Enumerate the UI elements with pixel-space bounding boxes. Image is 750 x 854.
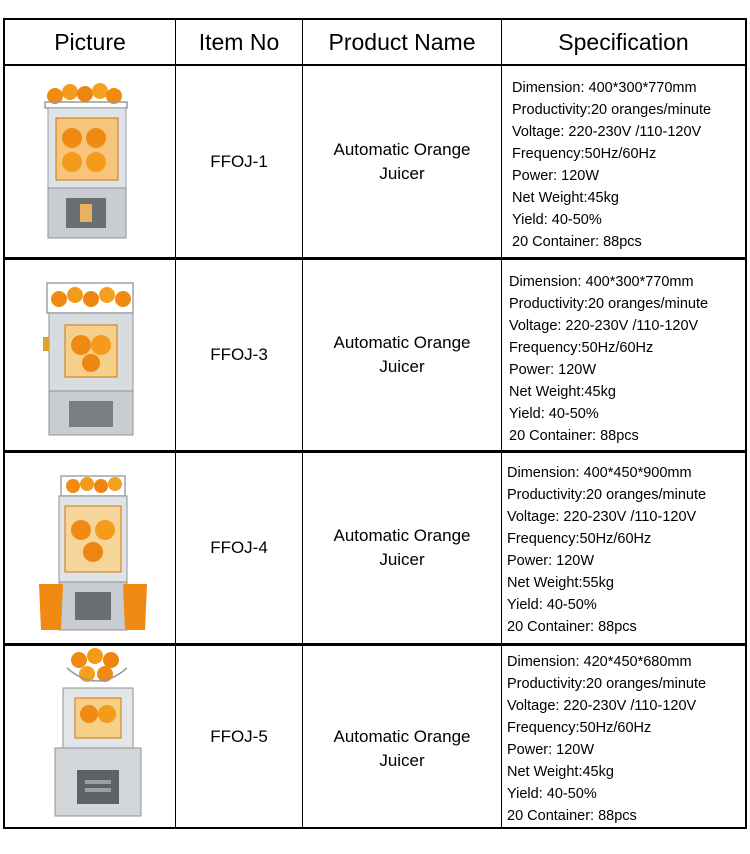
product-name-line2: Juicer [379,550,425,569]
spec-dimension: Dimension: 400*300*770mm [509,274,694,290]
spec-dimension: Dimension: 400*450*900mm [507,465,692,481]
spec-container: 20 Container: 88pcs [507,808,637,824]
table-col-divider [501,18,502,829]
product-name-line1: Automatic Orange [333,727,471,746]
spec-voltage: Voltage: 220-230V /110-120V [509,318,699,334]
spec-net-weight: Net Weight:45kg [509,384,616,400]
item-no-ffoj-4: FFOJ-4 [210,538,268,557]
spec-frequency: Frequency:50Hz/60Hz [507,531,652,547]
spec-frequency: Frequency:50Hz/60Hz [507,720,652,736]
product-name-row-1 [303,66,501,257]
header-item-no: Item No [198,28,280,55]
spec-power: Power: 120W [512,168,600,184]
spec-power: Power: 120W [509,362,597,378]
header-picture: Picture [54,28,126,55]
item-no-ffoj-3: FFOJ-3 [210,345,268,364]
product-name-line1: Automatic Orange [333,333,471,352]
spec-yield: Yield: 40-50% [507,786,597,802]
spec-container: 20 Container: 88pcs [509,428,639,444]
product-name-line2: Juicer [379,163,425,183]
juicer-ffoj-3-image [35,275,145,440]
spec-productivity: Productivity:20 oranges/minute [512,102,712,118]
spec-net-weight: Net Weight:55kg [507,575,614,591]
table-border-left [3,18,5,829]
juicer-ffoj-1-image [30,82,140,242]
spec-productivity: Productivity:20 oranges/minute [507,487,707,503]
header-product-name: Product Name [328,28,476,55]
spec-net-weight: Net Weight:45kg [507,764,614,780]
product-name-row-4 [303,646,501,852]
juicer-ffoj-5-image [45,648,150,820]
spec-yield: Yield: 40-50% [509,406,599,422]
spec-yield: Yield: 40-50% [507,597,597,613]
spec-voltage: Voltage: 220-230V /110-120V [512,124,702,140]
spec-net-weight: Net Weight:45kg [512,190,619,206]
product-name-line2: Juicer [379,751,425,770]
spec-list-row-3 [507,462,706,638]
product-name-line1: Automatic Orange [333,526,471,545]
spec-voltage: Voltage: 220-230V /110-120V [507,698,697,714]
spec-frequency: Frequency:50Hz/60Hz [509,340,654,356]
header-specification: Specification [558,28,689,55]
spec-voltage: Voltage: 220-230V /110-120V [507,509,697,525]
product-name-line2: Juicer [379,357,425,376]
table-border-right [745,18,747,829]
spec-frequency: Frequency:50Hz/60Hz [512,146,657,162]
spec-list-row-1 [512,77,711,253]
spec-productivity: Productivity:20 oranges/minute [507,676,707,692]
spec-productivity: Productivity:20 oranges/minute [509,296,709,312]
spec-dimension: Dimension: 400*300*770mm [512,80,697,96]
spec-container: 20 Container: 88pcs [507,619,637,635]
product-name-row-3 [303,453,501,643]
spec-yield: Yield: 40-50% [512,212,602,228]
spec-power: Power: 120W [507,553,595,569]
item-no-ffoj-5: FFOJ-5 [210,726,268,746]
spec-power: Power: 120W [507,742,595,758]
spec-container: 20 Container: 88pcs [512,234,642,250]
spec-list-row-2 [509,271,708,447]
spec-dimension: Dimension: 420*450*680mm [507,654,692,670]
juicer-ffoj-4-image [35,472,150,634]
spec-list-row-4 [507,651,706,827]
product-name-row-2 [303,260,501,450]
item-no-ffoj-1: FFOJ-1 [210,151,268,171]
product-name-line1: Automatic Orange [333,139,471,159]
